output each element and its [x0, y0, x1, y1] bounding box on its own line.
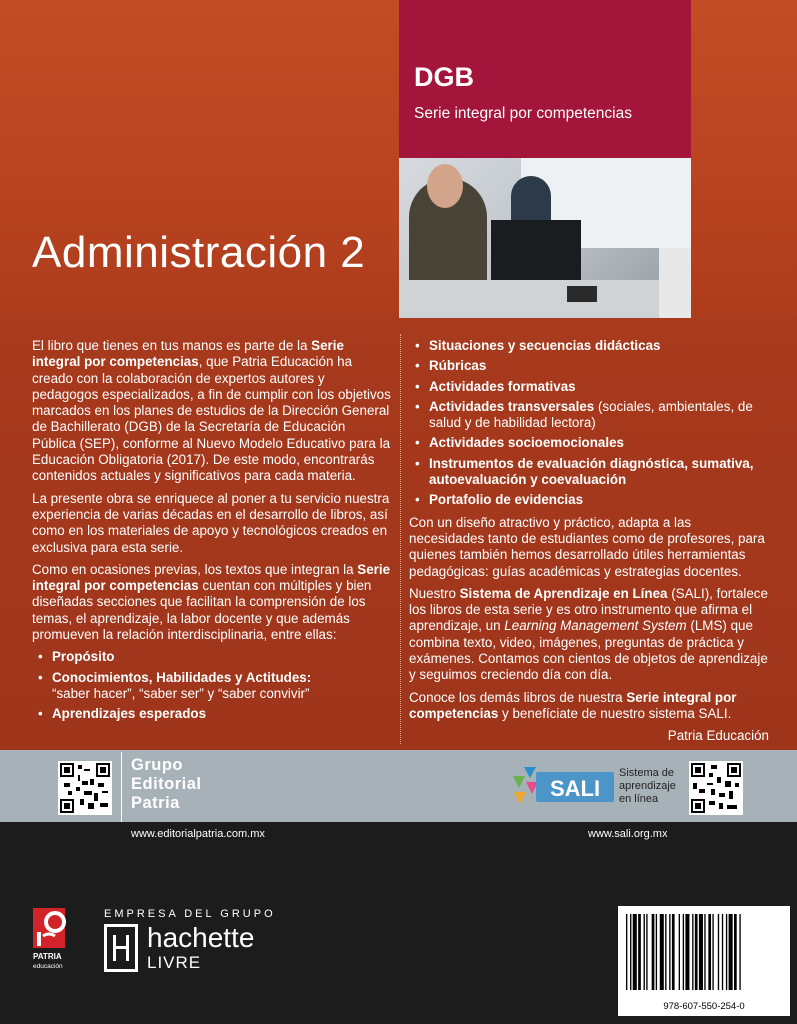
livre-label: LIVRE: [147, 953, 202, 972]
barcode-bar: [638, 914, 641, 990]
qr-code-sali[interactable]: [689, 761, 743, 815]
intro-text-2: , que Patria Educación ha creado con la colaboración de expertos autores y pedagogos especializados, a fin de cumplir con los objetivos marcados en los planes de estudios de la Dirección General de Bachillerato (DGB) de la Secretaría de Educación Pública (SEP), conforme al Nuevo Modelo Educativo para la Educación Obligatoria (2017). De este modo, encontrarás contenidos actuales y significativos para cada materia.: [32, 354, 391, 484]
sali-logo: [508, 762, 618, 812]
barcode-bar: [652, 914, 655, 990]
barcode-bar: [672, 914, 675, 990]
column-divider: [400, 334, 401, 744]
series-box: [399, 0, 691, 158]
empresa-label: EMPRESA DEL GRUPO: [104, 908, 276, 920]
lms-italic: Learning Management System: [504, 618, 687, 634]
series-label: Serie integral por competencias: [414, 105, 632, 122]
url-sali[interactable]: www.sali.org.mx: [588, 828, 668, 840]
barcode-bar: [692, 914, 693, 990]
bullet-label: Rúbricas: [429, 358, 487, 374]
left-column: [32, 338, 392, 729]
dgb-label: DGB: [414, 62, 474, 92]
url-editorial[interactable]: www.editorialpatria.com.mx: [131, 828, 265, 840]
barcode-bar: [660, 914, 664, 990]
signature: Patria Educación: [667, 728, 769, 744]
barcode-bar: [718, 914, 719, 990]
barcode-bar: [729, 914, 733, 990]
patria-label: PATRIA: [33, 952, 62, 961]
list-item: [32, 670, 392, 703]
patria-educacion-logo: [33, 908, 93, 977]
barcode-bar: [726, 914, 727, 990]
closing-text-2: y benefíciate de nuestro sistema SALI.: [498, 705, 732, 721]
closing-paragraph: [409, 690, 769, 723]
barcode-bar: [704, 914, 705, 990]
barcode-bar: [630, 914, 631, 990]
barcode-bar: [739, 914, 740, 990]
hachette-h-icon: [104, 924, 138, 972]
sections-list-right: [409, 338, 769, 509]
educacion-label: educación: [33, 963, 63, 970]
barcode: [618, 906, 790, 1016]
photo-person-head: [427, 164, 463, 208]
gep-line: Patria: [131, 794, 180, 812]
barcode-bar: [679, 914, 680, 990]
barcode-bar: [633, 914, 637, 990]
right-column: [409, 338, 769, 745]
gep-line: Editorial: [131, 775, 202, 793]
barcode-bar: [734, 914, 737, 990]
closing-text: Conoce los demás libros de nuestra: [409, 689, 627, 705]
isbn-number: 978-607-550-254-0: [663, 1001, 745, 1012]
barcode-bar: [669, 914, 670, 990]
sali-word: SALI: [549, 776, 601, 801]
photo-phone: [567, 286, 597, 302]
sections-text: Como en ocasiones previas, los textos que integran la: [32, 561, 358, 577]
sali-logo-icon: [508, 762, 618, 812]
hachette-label: hachette: [147, 922, 255, 953]
bullet-label: Actividades socioemocionales: [429, 435, 624, 451]
bullet-desc: (sociales, ambientales, de salud y de habilidad lectora): [429, 398, 753, 431]
band-divider: [121, 752, 122, 822]
barcode-bar: [683, 914, 684, 990]
qr-icon: [60, 763, 110, 813]
bullet-label: Portafolio de evidencias: [429, 492, 584, 508]
bullet-label: Actividades formativas: [429, 378, 576, 394]
barcode-bar: [695, 914, 698, 990]
barcode-bar: [665, 914, 666, 990]
intro-bold: Serie integral por competencias: [32, 338, 344, 370]
sali-text-2: (SALI), fortalece los libros de esta serie y es otro instrumento que afirma el aprendizaje, un: [409, 585, 768, 634]
intro-paragraph: [32, 338, 392, 485]
sali-description: [619, 767, 676, 806]
bullet-desc: “saber hacer”, “saber ser” y “saber convivir”: [52, 685, 310, 701]
sections-text-2: cuentan con múltiples y bien diseñadas secciones que facilitan la comprensión de los temas, el aprendizaje, la labor docente y que además promueven la relación interdisciplinaria, entre ellas:: [32, 578, 372, 643]
barcode-bar: [722, 914, 723, 990]
sali-desc-line: en línea: [619, 793, 659, 805]
sali-desc-line: aprendizaje: [619, 780, 676, 792]
bullet-label: Instrumentos de evaluación diagnóstica, sumativa, autoevaluación y coevaluación: [429, 455, 754, 488]
qr-icon: [691, 763, 741, 813]
barcode-bar: [712, 914, 713, 990]
patria-logo-icon: [33, 908, 93, 972]
publisher-band: [0, 750, 797, 822]
sections-list-left: [32, 649, 392, 722]
list-item: [409, 456, 769, 489]
experience-paragraph: La presente obra se enriquece al poner a tu servicio nuestra experiencia de varias décadas en el desarrollo de libros, así como en los materiales de apoyo y tecnológicos creados en exclusiva para esta serie.: [32, 490, 390, 555]
photo-person-back: [511, 176, 551, 226]
bullet-label: Aprendizajes esperados: [52, 706, 207, 722]
sections-bold: Serie integral por competencias: [32, 561, 391, 594]
list-item: [409, 379, 769, 395]
h-icon: [107, 927, 135, 969]
sali-bold: Sistema de Aprendizaje en Línea: [459, 585, 668, 601]
list-item: [409, 338, 769, 354]
barcode-bar: [699, 914, 703, 990]
barcode-icon: [618, 906, 790, 996]
gep-line: Grupo: [131, 756, 183, 774]
list-item: [409, 435, 769, 451]
office-photo: [399, 158, 691, 318]
book-title: Administración 2: [32, 228, 366, 277]
barcode-bar: [646, 914, 647, 990]
qr-code-editorial[interactable]: [58, 761, 112, 815]
bullet-label: Actividades transversales: [429, 398, 595, 414]
barcode-bar: [685, 914, 689, 990]
sections-paragraph: [32, 562, 392, 643]
list-item: [32, 649, 392, 665]
back-cover-text: [0, 318, 797, 750]
list-item: [409, 358, 769, 374]
sali-desc-line: Sistema de: [619, 767, 675, 779]
photo-monitor: [491, 220, 581, 280]
barcode-bar: [656, 914, 657, 990]
sali-text-3: (LMS) que combina texto, video, imágenes, preguntas de práctica y exámenes. Contamos con cientos de objetos de aprendizaje y seguimos creciendo día con día.: [409, 618, 768, 683]
photo-desk: [399, 280, 691, 318]
barcode-bar: [708, 914, 711, 990]
photo-person-right: [659, 248, 691, 318]
sali-text: Nuestro: [409, 585, 460, 601]
design-paragraph: Con un diseño atractivo y práctico, adapta a las necesidades tanto de estudiantes como de profesores, para quienes también hemos desarrollado útiles herramientas pedagógicas: guías académicas y estrategias docentes.: [409, 514, 765, 579]
bullet-label: Propósito: [52, 649, 115, 665]
barcode-bar: [644, 914, 645, 990]
list-item: [409, 492, 769, 508]
bullet-label: Conocimientos, Habilidades y Actitudes:: [52, 669, 312, 685]
closing-bold: Serie integral por competencias: [409, 689, 737, 721]
grupo-editorial-patria-logo: [131, 756, 202, 813]
intro-text: El libro que tienes en tus manos es parte de la: [32, 338, 312, 353]
list-item: [32, 706, 392, 722]
list-item: [409, 399, 769, 432]
sali-paragraph: [409, 586, 769, 684]
bullet-label: Situaciones y secuencias didácticas: [429, 338, 661, 353]
barcode-bar: [626, 914, 627, 990]
